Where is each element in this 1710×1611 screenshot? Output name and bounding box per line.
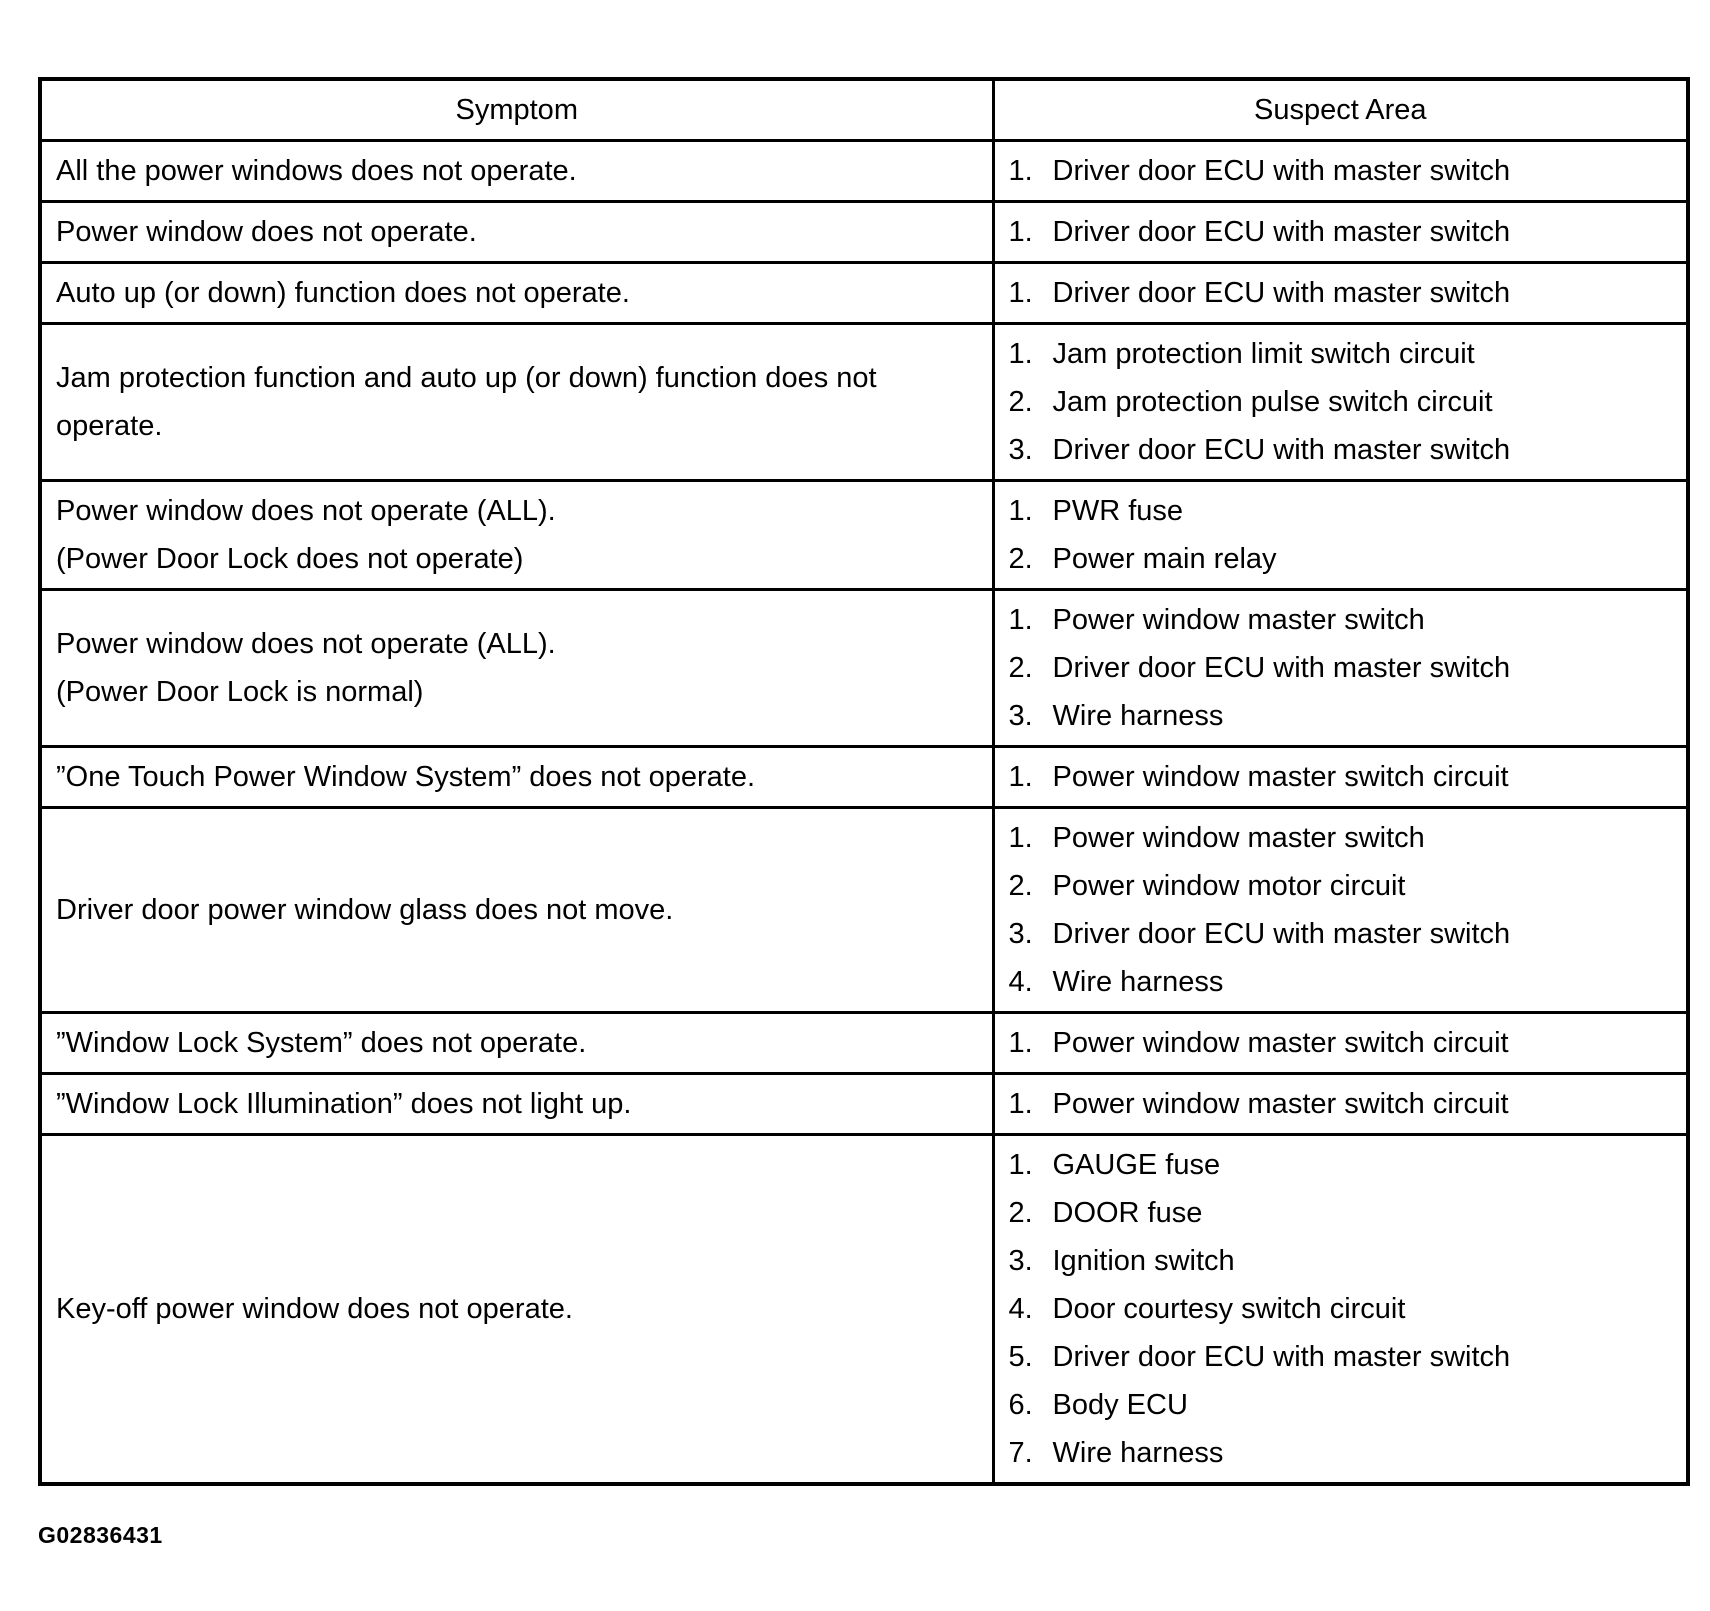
suspect-item: [1009, 330, 1673, 378]
symptom-cell: [40, 263, 993, 324]
suspect-area-cell: [993, 481, 1688, 590]
suspect-number: 3.: [1008, 918, 1033, 950]
suspect-text: Wire harness: [1052, 700, 1224, 732]
figure-id: G02836431: [38, 1522, 163, 1548]
suspect-list: [1009, 325, 1673, 479]
suspect-area-cell: [993, 747, 1688, 808]
suspect-text: Driver door ECU with master switch: [1052, 216, 1511, 248]
suspect-item: [1009, 1189, 1673, 1237]
symptom-text: Key-off power window does not operate.: [56, 1293, 573, 1325]
symptom-cell: [40, 1013, 993, 1074]
symptom-text: Power window does not operate (ALL).: [56, 495, 556, 527]
table-row: [40, 808, 1688, 1013]
suspect-number: 1.: [1008, 604, 1033, 636]
suspect-text: Power main relay: [1052, 543, 1277, 575]
suspect-list: [1009, 203, 1673, 261]
suspect-text: PWR fuse: [1052, 495, 1184, 527]
suspect-item: [1009, 269, 1673, 317]
suspect-number: 1.: [1008, 822, 1033, 854]
suspect-item: [1009, 378, 1673, 426]
symptom-text: ”Window Lock System” does not operate.: [56, 1027, 587, 1059]
troubleshooting-table-container: [38, 77, 1686, 1486]
symptom-text-line2: (Power Door Lock is normal): [56, 676, 424, 708]
suspect-item: [1009, 208, 1673, 256]
suspect-list: [1009, 809, 1673, 1011]
suspect-number: 6.: [1008, 1389, 1033, 1421]
suspect-item: [1009, 147, 1673, 195]
suspect-text: Driver door ECU with master switch: [1052, 434, 1511, 466]
suspect-item: [1009, 1429, 1673, 1477]
suspect-text: Power window master switch: [1052, 604, 1425, 636]
suspect-text: Power window master switch circuit: [1052, 761, 1509, 793]
suspect-item: [1009, 596, 1673, 644]
suspect-text: Power window master switch circuit: [1052, 1088, 1509, 1120]
suspect-number: 1.: [1008, 277, 1033, 309]
suspect-text: Power window motor circuit: [1052, 870, 1406, 902]
suspect-text: Jam protection pulse switch circuit: [1052, 386, 1493, 418]
suspect-number: 2.: [1008, 543, 1033, 575]
suspect-number: 2.: [1008, 652, 1033, 684]
symptom-cell: [40, 141, 993, 202]
suspect-text: Wire harness: [1052, 966, 1224, 998]
symptom-text: Jam protection function and auto up (or down) function does not operate.: [56, 362, 877, 442]
table-row: [40, 1013, 1688, 1074]
suspect-item: [1009, 814, 1673, 862]
symptom-text: Power window does not operate (ALL).: [56, 628, 556, 660]
suspect-item: [1009, 753, 1673, 801]
suspect-number: 3.: [1008, 1245, 1033, 1277]
suspect-area-cell: [993, 1135, 1688, 1485]
suspect-item: [1009, 1285, 1673, 1333]
suspect-area-cell: [993, 324, 1688, 481]
suspect-item: [1009, 535, 1673, 583]
suspect-item: [1009, 487, 1673, 535]
table-row: [40, 481, 1688, 590]
symptom-cell: [40, 481, 993, 590]
symptom-cell: [40, 747, 993, 808]
header-suspect-area: Suspect Area: [993, 79, 1688, 141]
table-row: [40, 263, 1688, 324]
suspect-text: Power window master switch circuit: [1052, 1027, 1509, 1059]
symptom-text: Auto up (or down) function does not operate.: [56, 277, 630, 309]
symptom-text-line2: (Power Door Lock does not operate): [56, 543, 524, 575]
suspect-number: 3.: [1008, 700, 1033, 732]
suspect-number: 7.: [1008, 1437, 1033, 1469]
problem-symptoms-table: [38, 77, 1690, 1486]
suspect-item: [1009, 1333, 1673, 1381]
symptom-text: All the power windows does not operate.: [56, 155, 577, 187]
suspect-item: [1009, 1080, 1673, 1128]
suspect-area-cell: [993, 1013, 1688, 1074]
suspect-text: Wire harness: [1052, 1437, 1224, 1469]
symptom-text: ”One Touch Power Window System” does not operate.: [56, 761, 756, 793]
symptom-cell: [40, 590, 993, 747]
suspect-item: [1009, 692, 1673, 740]
suspect-list: [1009, 1136, 1673, 1482]
suspect-list: [1009, 264, 1673, 322]
table-row: [40, 324, 1688, 481]
suspect-number: 2.: [1008, 870, 1033, 902]
suspect-number: 1.: [1008, 155, 1033, 187]
table-row: [40, 141, 1688, 202]
suspect-number: 1.: [1008, 1027, 1033, 1059]
suspect-item: [1009, 1381, 1673, 1429]
table-body: [40, 141, 1688, 1485]
suspect-text: GAUGE fuse: [1052, 1149, 1221, 1181]
suspect-text: Driver door ECU with master switch: [1052, 155, 1511, 187]
suspect-list: [1009, 1014, 1673, 1072]
table-row: [40, 1074, 1688, 1135]
suspect-text: Power window master switch: [1052, 822, 1425, 854]
suspect-text: Driver door ECU with master switch: [1052, 277, 1511, 309]
suspect-number: 2.: [1008, 386, 1033, 418]
suspect-number: 4.: [1008, 1293, 1033, 1325]
suspect-number: 3.: [1008, 434, 1033, 466]
suspect-area-cell: [993, 1074, 1688, 1135]
suspect-text: Driver door ECU with master switch: [1052, 652, 1511, 684]
symptom-text: Power window does not operate.: [56, 216, 477, 248]
suspect-number: 1.: [1008, 1088, 1033, 1120]
table-row: [40, 590, 1688, 747]
suspect-text: Jam protection limit switch circuit: [1052, 338, 1475, 370]
suspect-area-cell: [993, 590, 1688, 747]
suspect-text: Body ECU: [1052, 1389, 1188, 1421]
suspect-item: [1009, 644, 1673, 692]
suspect-number: 1.: [1008, 495, 1033, 527]
suspect-list: [1009, 748, 1673, 806]
suspect-item: [1009, 1237, 1673, 1285]
table-row: [40, 747, 1688, 808]
suspect-item: [1009, 862, 1673, 910]
suspect-item: [1009, 1019, 1673, 1067]
suspect-text: Ignition switch: [1052, 1245, 1235, 1277]
symptom-cell: [40, 202, 993, 263]
suspect-item: [1009, 958, 1673, 1006]
suspect-text: Driver door ECU with master switch: [1052, 918, 1511, 950]
symptom-text: ”Window Lock Illumination” does not light up.: [56, 1088, 632, 1120]
suspect-number: 1.: [1008, 338, 1033, 370]
suspect-area-cell: [993, 202, 1688, 263]
suspect-number: 2.: [1008, 1197, 1033, 1229]
suspect-text: Driver door ECU with master switch: [1052, 1341, 1511, 1373]
suspect-item: [1009, 426, 1673, 474]
symptom-cell: [40, 324, 993, 481]
suspect-number: 5.: [1008, 1341, 1033, 1373]
symptom-text: Driver door power window glass does not move.: [56, 894, 674, 926]
suspect-list: [1009, 591, 1673, 745]
suspect-list: [1009, 1075, 1673, 1133]
table-header-row: [40, 79, 1688, 141]
suspect-item: [1009, 1141, 1673, 1189]
suspect-area-cell: [993, 141, 1688, 202]
suspect-area-cell: [993, 808, 1688, 1013]
table-row: [40, 1135, 1688, 1485]
suspect-number: 1.: [1008, 761, 1033, 793]
suspect-list: [1009, 142, 1673, 200]
suspect-number: 4.: [1008, 966, 1033, 998]
symptom-cell: [40, 1135, 993, 1485]
suspect-list: [1009, 482, 1673, 588]
table-row: [40, 202, 1688, 263]
suspect-item: [1009, 910, 1673, 958]
header-symptom: Symptom: [40, 79, 993, 141]
suspect-area-cell: [993, 263, 1688, 324]
suspect-number: 1.: [1008, 216, 1033, 248]
suspect-text: Door courtesy switch circuit: [1052, 1293, 1406, 1325]
suspect-text: DOOR fuse: [1052, 1197, 1203, 1229]
symptom-cell: [40, 1074, 993, 1135]
suspect-number: 1.: [1008, 1149, 1033, 1181]
symptom-cell: [40, 808, 993, 1013]
